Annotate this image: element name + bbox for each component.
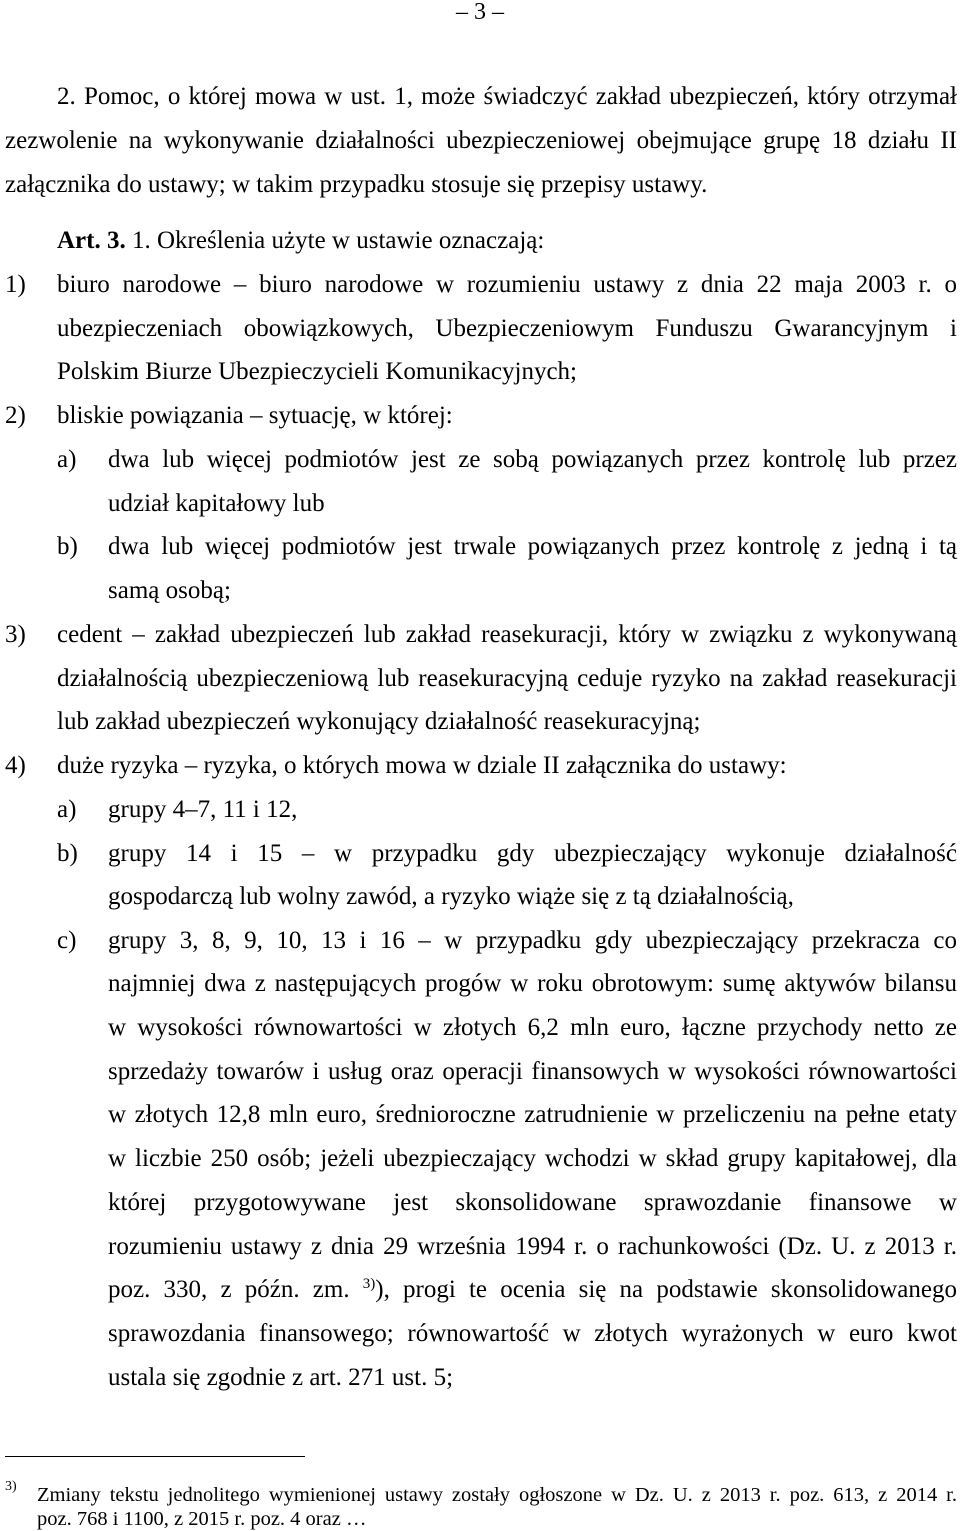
subitem-line: grupy 4–7, 11 i 12, (108, 796, 298, 823)
footnote-reference: 3) (362, 1276, 376, 1292)
subitem-line: której przygotowywane jest skonsolidowane sprawozdanie finansowe w (108, 1189, 957, 1216)
definition-line: lub zakład ubezpieczeń wykonujący działalność reasekuracyjną; (57, 708, 701, 735)
definition-line: działalnością ubezpieczeniową lub reasekuracyjną ceduje ryzyko na zakład reasekuracji (57, 665, 957, 692)
subitem-line: w złotych 12,8 mln euro, średnioroczne zatrudnienie w przeliczeniu na pełne etaty (108, 1101, 957, 1128)
subitem-line: dwa lub więcej podmiotów jest ze sobą powiązanych przez kontrolę lub przez (108, 446, 957, 473)
subitem-marker: b) (57, 533, 78, 560)
subitem-line: najmniej dwa z następujących progów w roku obrotowym: sumę aktywów bilansu (108, 970, 957, 997)
subitem-line: grupy 3, 8, 9, 10, 13 i 16 – w przypadku gdy ubezpieczający przekracza co (108, 927, 957, 954)
subitem-line: sprzedaży towarów i usług oraz operacji finansowych w wysokości równowartości (108, 1058, 957, 1085)
subitem-line: gospodarczą lub wolny zawód, a ryzyko wiąże się z tą działalnością, (108, 883, 794, 910)
definition-line: duże ryzyka – ryzyka, o których mowa w dziale II załącznika do ustawy: (57, 752, 787, 779)
article-label: Art. 3. (57, 227, 126, 254)
paragraph-line: 2. Pomoc, o której mowa w ust. 1, może świadczyć zakład ubezpieczeń, który otrzymał (57, 83, 957, 110)
subitem-line-text: ), progi te ocenia się na podstawie skonsolidowanego (375, 1276, 957, 1303)
paragraph-line: zezwolenie na wykonywanie działalności ubezpieczeniowej obejmujące grupę 18 działu II (5, 127, 957, 154)
paragraph-line: załącznika do ustawy; w takim przypadku stosuje się przepisy ustawy. (5, 171, 708, 198)
article-heading (57, 226, 544, 256)
footnote-line: poz. 768 i 1100, z 2015 r. poz. 4 oraz … (37, 1508, 367, 1530)
article-intro: 1. Określenia użyte w ustawie oznaczają: (131, 227, 545, 254)
definition-marker: 3) (5, 621, 26, 648)
subitem-line: w liczbie 250 osób; jeżeli ubezpieczający wchodzi w skład grupy kapitałowej, dla (108, 1145, 957, 1172)
subitem-line: rozumieniu ustawy z dnia 29 września 1994 r. o rachunkowości (Dz. U. z 2013 r. (108, 1233, 957, 1260)
subitem-marker: a) (57, 446, 77, 473)
definition-line: biuro narodowe – biuro narodowe w rozumieniu ustawy z dnia 22 maja 2003 r. o (57, 271, 957, 298)
definition-line: Polskim Biurze Ubezpieczycieli Komunikacyjnych; (57, 358, 577, 385)
subitem-line: sprawozdania finansowego; równowartość w złotych wyrażonych w euro kwot (108, 1320, 957, 1347)
page-number: – 3 – (456, 0, 504, 25)
definition-marker: 2) (5, 402, 26, 429)
footnote-separator (5, 1456, 305, 1457)
footnote-line: Zmiany tekstu jednolitego wymienionej ustawy zostały ogłoszone w Dz. U. z 2013 r. poz. 613, z 2014 r. (37, 1484, 957, 1506)
subitem-line: w wysokości równowartości w złotych 6,2 mln euro, łączne przychody netto ze (108, 1014, 957, 1041)
subitem-line: udział kapitałowy lub (108, 490, 325, 517)
subitem-marker: a) (57, 796, 77, 823)
subitem-line: dwa lub więcej podmiotów jest trwale powiązanych przez kontrolę z jedną i tą (108, 533, 957, 560)
definition-marker: 1) (5, 271, 26, 298)
subitem-line: samą osobą; (108, 577, 231, 604)
subitem-line: ustala się zgodnie z art. 271 ust. 5; (108, 1364, 454, 1391)
definition-marker: 4) (5, 752, 26, 779)
subitem-marker: c) (57, 927, 77, 954)
definition-line: ubezpieczeniach obowiązkowych, Ubezpieczeniowym Funduszu Gwarancyjnym i (57, 315, 957, 342)
subitem-line (108, 1275, 957, 1305)
subitem-marker: b) (57, 840, 78, 867)
definition-line: cedent – zakład ubezpieczeń lub zakład reasekuracji, który w związku z wykonywaną (57, 621, 957, 648)
subitem-line: grupy 14 i 15 – w przypadku gdy ubezpieczający wykonuje działalność (108, 840, 957, 867)
footnote-marker: 3) (5, 1479, 17, 1494)
definition-line: bliskie powiązania – sytuację, w której: (57, 402, 453, 429)
subitem-line-text: poz. 330, z późn. zm. (108, 1276, 363, 1303)
